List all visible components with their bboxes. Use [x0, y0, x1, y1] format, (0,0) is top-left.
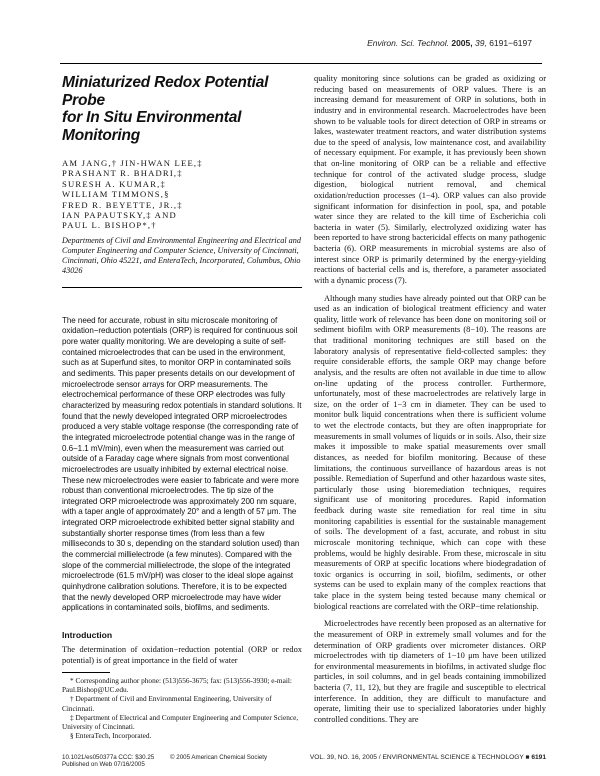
footer-copyright: © 2005 American Chemical Society [170, 754, 268, 761]
footnote: † Department of Civil and Environmental Engineering, University of Cincinnati. [62, 694, 272, 713]
journal-volume: 39, [475, 38, 487, 48]
footer-issue-block [310, 754, 546, 761]
left-column [62, 74, 302, 740]
footnote: § EnteraTech, Incorporated. [70, 730, 152, 740]
author-line: PRASHANT R. BHADRI,‡ [62, 168, 183, 179]
author-list [62, 158, 302, 231]
body-paragraph: Although many studies have already pointed out that ORP can be used as an indication of biological treatment efficiency and water quality, little work of relevance has been done on monitoring soil or sediment biofilm with ORP measurements (8−10). The reasons are that traditional monitoring techniques are still based on the laboratory analysis of representative field-collected samples: they require considerable efforts, the sample ORP may change before analysis, and the results are often not available in due time to allow on-line updating of the process controller. Furthermore, unfortunately, most of these macroelectrodes are relatively large in size, on the order of 1−3 cm in diameter. They can be used to monitor bulk liquid concentrations when there is sufficient volume to wet the electrode contacts, but they are often inappropriate for measurements in small volumes of liquids or in soils. Also, their size makes it impossible to make spatial measurements over small distances, as needed for biofilm monitoring. Because of these limitations, the continuous surveillance of hazardous areas is not possible. Remediation of Superfund and other hazardous waste sites, particularly those using bioremediation techniques, requires significant use of monitoring procedures. Rapid information feedback during waste site remediation for real time in situ monitoring capabilities is essential for the sustainable management of soils. The development of a fast, accurate, and robust in situ microscale monitoring technique, which can cope with these problems, would be highly desirable. From these, microscale in situ measurements of ORP at specific locations where biodegradation of toxic organics is occurring in soil, biofilm, sediments, or other systems can be used to explain many of the complex reactions that take place in the system being tested because many chemical or biological reactions are correlated with the ORP−time relationship. [314, 293, 546, 611]
journal-year: 2005, [451, 38, 473, 48]
header-rule [60, 63, 542, 64]
article-title [62, 74, 302, 144]
title-line-1: Miniaturized Redox Potential Probe [62, 74, 269, 109]
journal-header [367, 38, 532, 48]
affiliation-rule [62, 287, 302, 288]
footnote: * Corresponding author phone: (513)556-3675; fax: (513)556-3930; e-mail: Paul.Bishop@UC.edu. [62, 676, 292, 695]
affiliation: Departments of Civil and Environmental Engineering and Electrical and Computer Engineering and Computer Science, University of Cincinnati, Cincinnati, Ohio 45221, and EnteraTech, Incorporated, Columbus, Ohio 43026 [62, 235, 301, 276]
right-column [314, 74, 546, 726]
footer-bullet: ■ [525, 754, 530, 761]
abstract: The need for accurate, robust in situ microscale monitoring of oxidation−reduction potentials (ORP) is required for continuous soil pore water quality monitoring. We are developing a suite of self-contained microelectrodes that can be used in the environment, such as at Superfund sites, to monitor ORP in contaminated soils and sediments. This paper presents details on our development of microelectrode sensor arrays for ORP measurements. The electrochemical performance of these ORP electrodes was fully characterized by measuring redox potentials in standard solutions. It found that the newly developed integrated ORP microelectrodes produced a very stable voltage response (the corresponding rate of the integrated microelectrode potential change was in the range of 0.6−1.1 mV/min), even when the measurement was carried out outside of a Faraday cage where signals from most conventional microelectrodes are usually inhibited by external electrical noise. These new microelectrodes were easier to fabricate and were more robust than conventional microelectrodes. The tip size of the integrated ORP microelectrode was approximately 200 nm square, with a taper angle of approximately 20° and a length of 57 μm. The integrated ORP microelectrode exhibited better signal stability and substantially shorter response times (from less than a few milliseconds to 30 s, depending on the standard solution used) than the commercial millielectrode (a few minutes). Compared with the slope of the commercial millielectrode, the slope of the integrated microelectrode (61.5 mV/pH) was closer to the ideal slope against quinhydrone calibration solutions. Therefore, it is to be expected that the newly developed ORP microelectrode may have wider applications in contaminated soils, biofilms, and sediments. [62, 315, 302, 613]
journal-name: Environ. Sci. Technol. [367, 38, 449, 48]
intro-paragraph: The determination of oxidation−reduction potential (ORP or redox potential) is of great importance in the field of water [62, 645, 302, 665]
journal-pages: 6191−6197 [489, 38, 532, 48]
author-line: SURESH A. KUMAR,‡ [62, 178, 166, 189]
title-line-2: for In Situ Environmental Monitoring [62, 109, 242, 144]
footer-published: Published on Web 07/16/2005 [62, 761, 145, 769]
footer-page-number: 6191 [531, 754, 546, 761]
footer-doi: 10.1021/es050377a CCC: $30.25 [62, 754, 155, 761]
footnotes [62, 676, 302, 740]
author-line: FRED R. BEYETTE, JR.,‡ [62, 199, 183, 210]
footnote: ‡ Department of Electrical and Computer Engineering and Computer Science, University of Cincinnati. [62, 712, 299, 731]
author-line: WILLIAM TIMMONS,§ [62, 189, 170, 200]
intro-heading: Introduction [62, 630, 113, 641]
author-line: IAN PAPAUTSKY,‡ AND [62, 210, 177, 221]
footer-doi-block [62, 754, 154, 769]
footer-issue: VOL. 39, NO. 16, 2005 / ENVIRONMENTAL SCIENCE & TECHNOLOGY [309, 754, 524, 761]
author-line: PAUL L. BISHOP*,† [62, 220, 157, 231]
author-line: AM JANG,† JIN-HWAN LEE,‡ [62, 158, 203, 168]
body-paragraph: Microelectrodes have recently been proposed as an alternative for the measurement of ORP in extremely small volumes and for the determination of ORP gradients over micrometer distances. ORP microelectrodes with tip diameters of 1−10 μm have been utilized for environmental measurements in biofilms, in activated sludge floc particles, in soil columns, and in gel beads containing immobilized bacteria (7, 11, 12), but they are fragile and susceptible to electrical interference. In addition, they are difficult to manufacture and operate, limiting their use to specialized laboratories under highly controlled conditions. They are [314, 619, 546, 724]
body-paragraph: quality monitoring since solutions can be graded as oxidizing or reducing based on measurements of ORP values. There is an increasing demand for measurement of ORP in solutions, both in industry and in environmental research. Macroelectrodes have been shown to be valuable tools for direct detection of ORP in streams or lakes, wastewater treatment reactors, and water distribution systems due to the speed of analysis, low maintenance cost, and availability of necessary equipment. For example, it has previously been shown that on-line monitoring of ORP can be a reliable and effective technique for control of the activated sludge process, sludge digestion, biological nutrient removal, and chemical oxidation/reduction processes (1−4). ORP values can also provide significant information for disinfection in pool, spa, and potable water since they are related to the kill time of Escherichia coli bacteria in water (5). Similarly, electrolyzed oxidizing water has been reported to have strong bactericidal effects on many pathogenic bacteria (6). ORP measurements in microbial systems are also of interest since ORP is primarily determined by the energy-yielding reactions of bacterial cells and is, therefore, a parameter associated with a dynamic process (7). [314, 74, 546, 285]
footnote-rule [62, 672, 110, 673]
